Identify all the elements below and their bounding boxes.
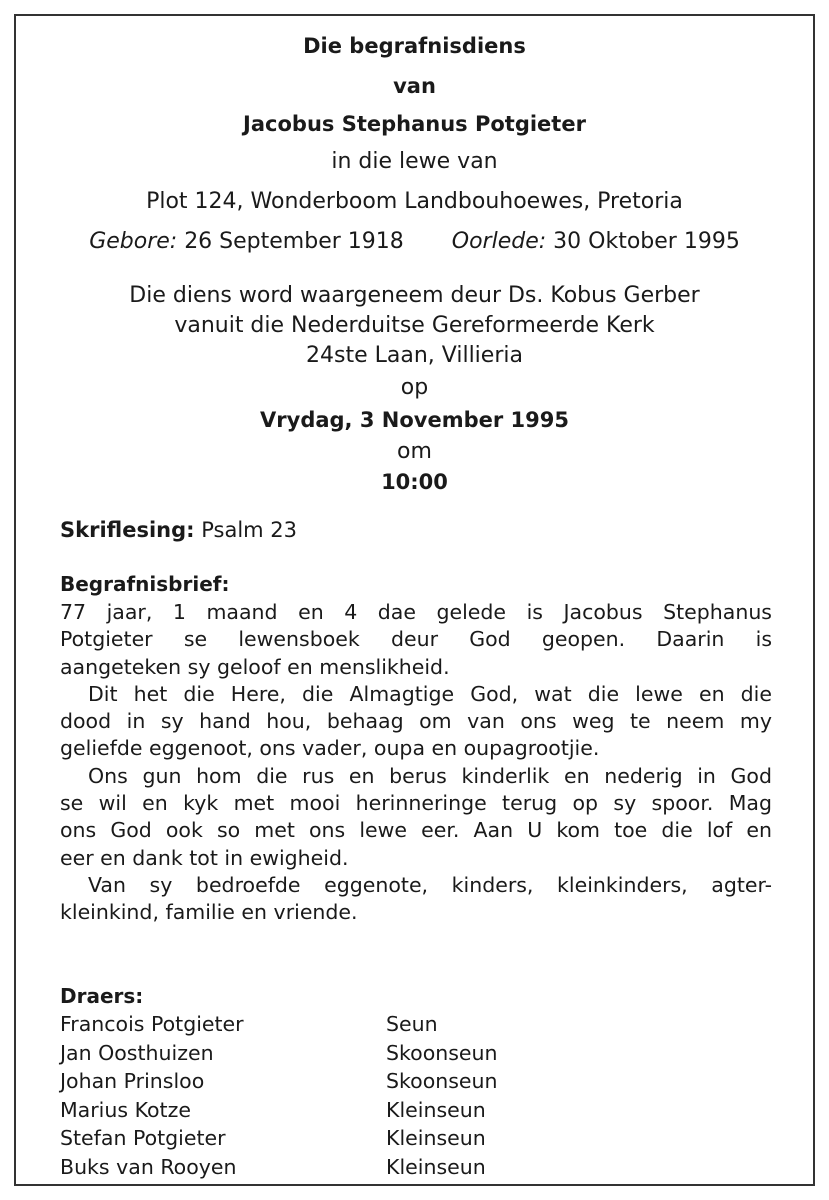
service-title: Die begrafnisdiens (303, 34, 526, 58)
letter-line: geliefde eggenoot, ons vader, oupa en oupagrootjie. (60, 736, 600, 761)
letter-line: Dit het die Here, die Almagtige God, wat die lewe en die (88, 681, 772, 706)
letter-heading: Begrafnisbrief: (60, 572, 230, 596)
service-date: Vrydag, 3 November 1995 (260, 408, 569, 432)
title-van: van (393, 74, 436, 98)
officiant-line: Die diens word waargeneem deur Ds. Kobus Gerber (129, 283, 700, 308)
bearer-relation: Skoonseun (386, 1069, 498, 1094)
letter-line: kleinkind, familie en vriende. (60, 900, 358, 925)
bearer-name: Jan Oosthuizen (60, 1040, 214, 1065)
born-label: Gebore: (89, 229, 178, 254)
died-label: Oorlede: (451, 229, 547, 254)
in-life-of: in die lewe van (331, 149, 498, 174)
scripture-value: Psalm 23 (201, 518, 298, 542)
bearers-list (60, 1010, 498, 1182)
letter-line: ons God ook so met ons lewe eer. Aan U kom toe die lof en (60, 818, 772, 843)
died-date: 30 Oktober 1995 (553, 229, 740, 254)
bearer-name: Johan Prinsloo (60, 1069, 205, 1094)
deceased-name: Jacobus Stephanus Potgieter (243, 112, 586, 136)
letter-line: eer en dank tot in ewigheid. (60, 845, 349, 870)
bearer-row (60, 1010, 498, 1039)
bearer-relation: Seun (386, 1012, 438, 1036)
scripture-label: Skriflesing: (60, 518, 195, 542)
born-date: 26 September 1918 (184, 229, 404, 254)
church-line: vanuit die Nederduitse Gereformeerde Kerk (174, 313, 655, 338)
bearer-name: Francois Potgieter (60, 1012, 244, 1036)
bearer-relation: Skoonseun (386, 1040, 498, 1065)
church-address: 24ste Laan, Villieria (306, 343, 523, 368)
on-word: op (400, 375, 429, 400)
letter-line: aangeteken sy geloof en menslikheid. (60, 654, 450, 679)
letter-line: 77 jaar, 1 maand en 4 dae gelede is Jacobus Stephanus (60, 600, 772, 624)
bearer-name: Stefan Potgieter (60, 1126, 226, 1151)
bearers-heading: Draers: (60, 984, 144, 1008)
letter-line: se wil en kyk met mooi herinneringe terug op sy spoor. Mag (60, 791, 772, 816)
bearer-row (60, 1153, 498, 1182)
address: Plot 124, Wonderboom Landbouhoewes, Pretoria (146, 189, 683, 214)
bearer-row (60, 1067, 498, 1096)
bearer-relation: Kleinseun (386, 1126, 486, 1151)
letter-line: dood in sy hand hou, behaag om van ons weg te neem my (60, 709, 772, 734)
letter-line: Van sy bedroefde eggenote, kinders, kleinkinders, agter- (88, 872, 772, 897)
letter-body (60, 599, 772, 927)
letter-line: Potgieter se lewensboek deur God geopen. Daarin is (60, 627, 772, 652)
bearer-relation: Kleinseun (386, 1154, 486, 1179)
scripture-line (60, 516, 297, 544)
bearer-name: Marius Kotze (60, 1097, 191, 1122)
at-word: om (397, 439, 432, 464)
service-time: 10:00 (381, 470, 448, 494)
letter-line: Ons gun hom die rus en berus kinderlik en nederig in God (88, 763, 772, 788)
bearer-name: Buks van Rooyen (60, 1154, 237, 1179)
bearer-row (60, 1124, 498, 1153)
bearer-row (60, 1096, 498, 1125)
bearer-relation: Kleinseun (386, 1097, 486, 1122)
dates-line (0, 228, 829, 256)
bearer-row (60, 1039, 498, 1068)
